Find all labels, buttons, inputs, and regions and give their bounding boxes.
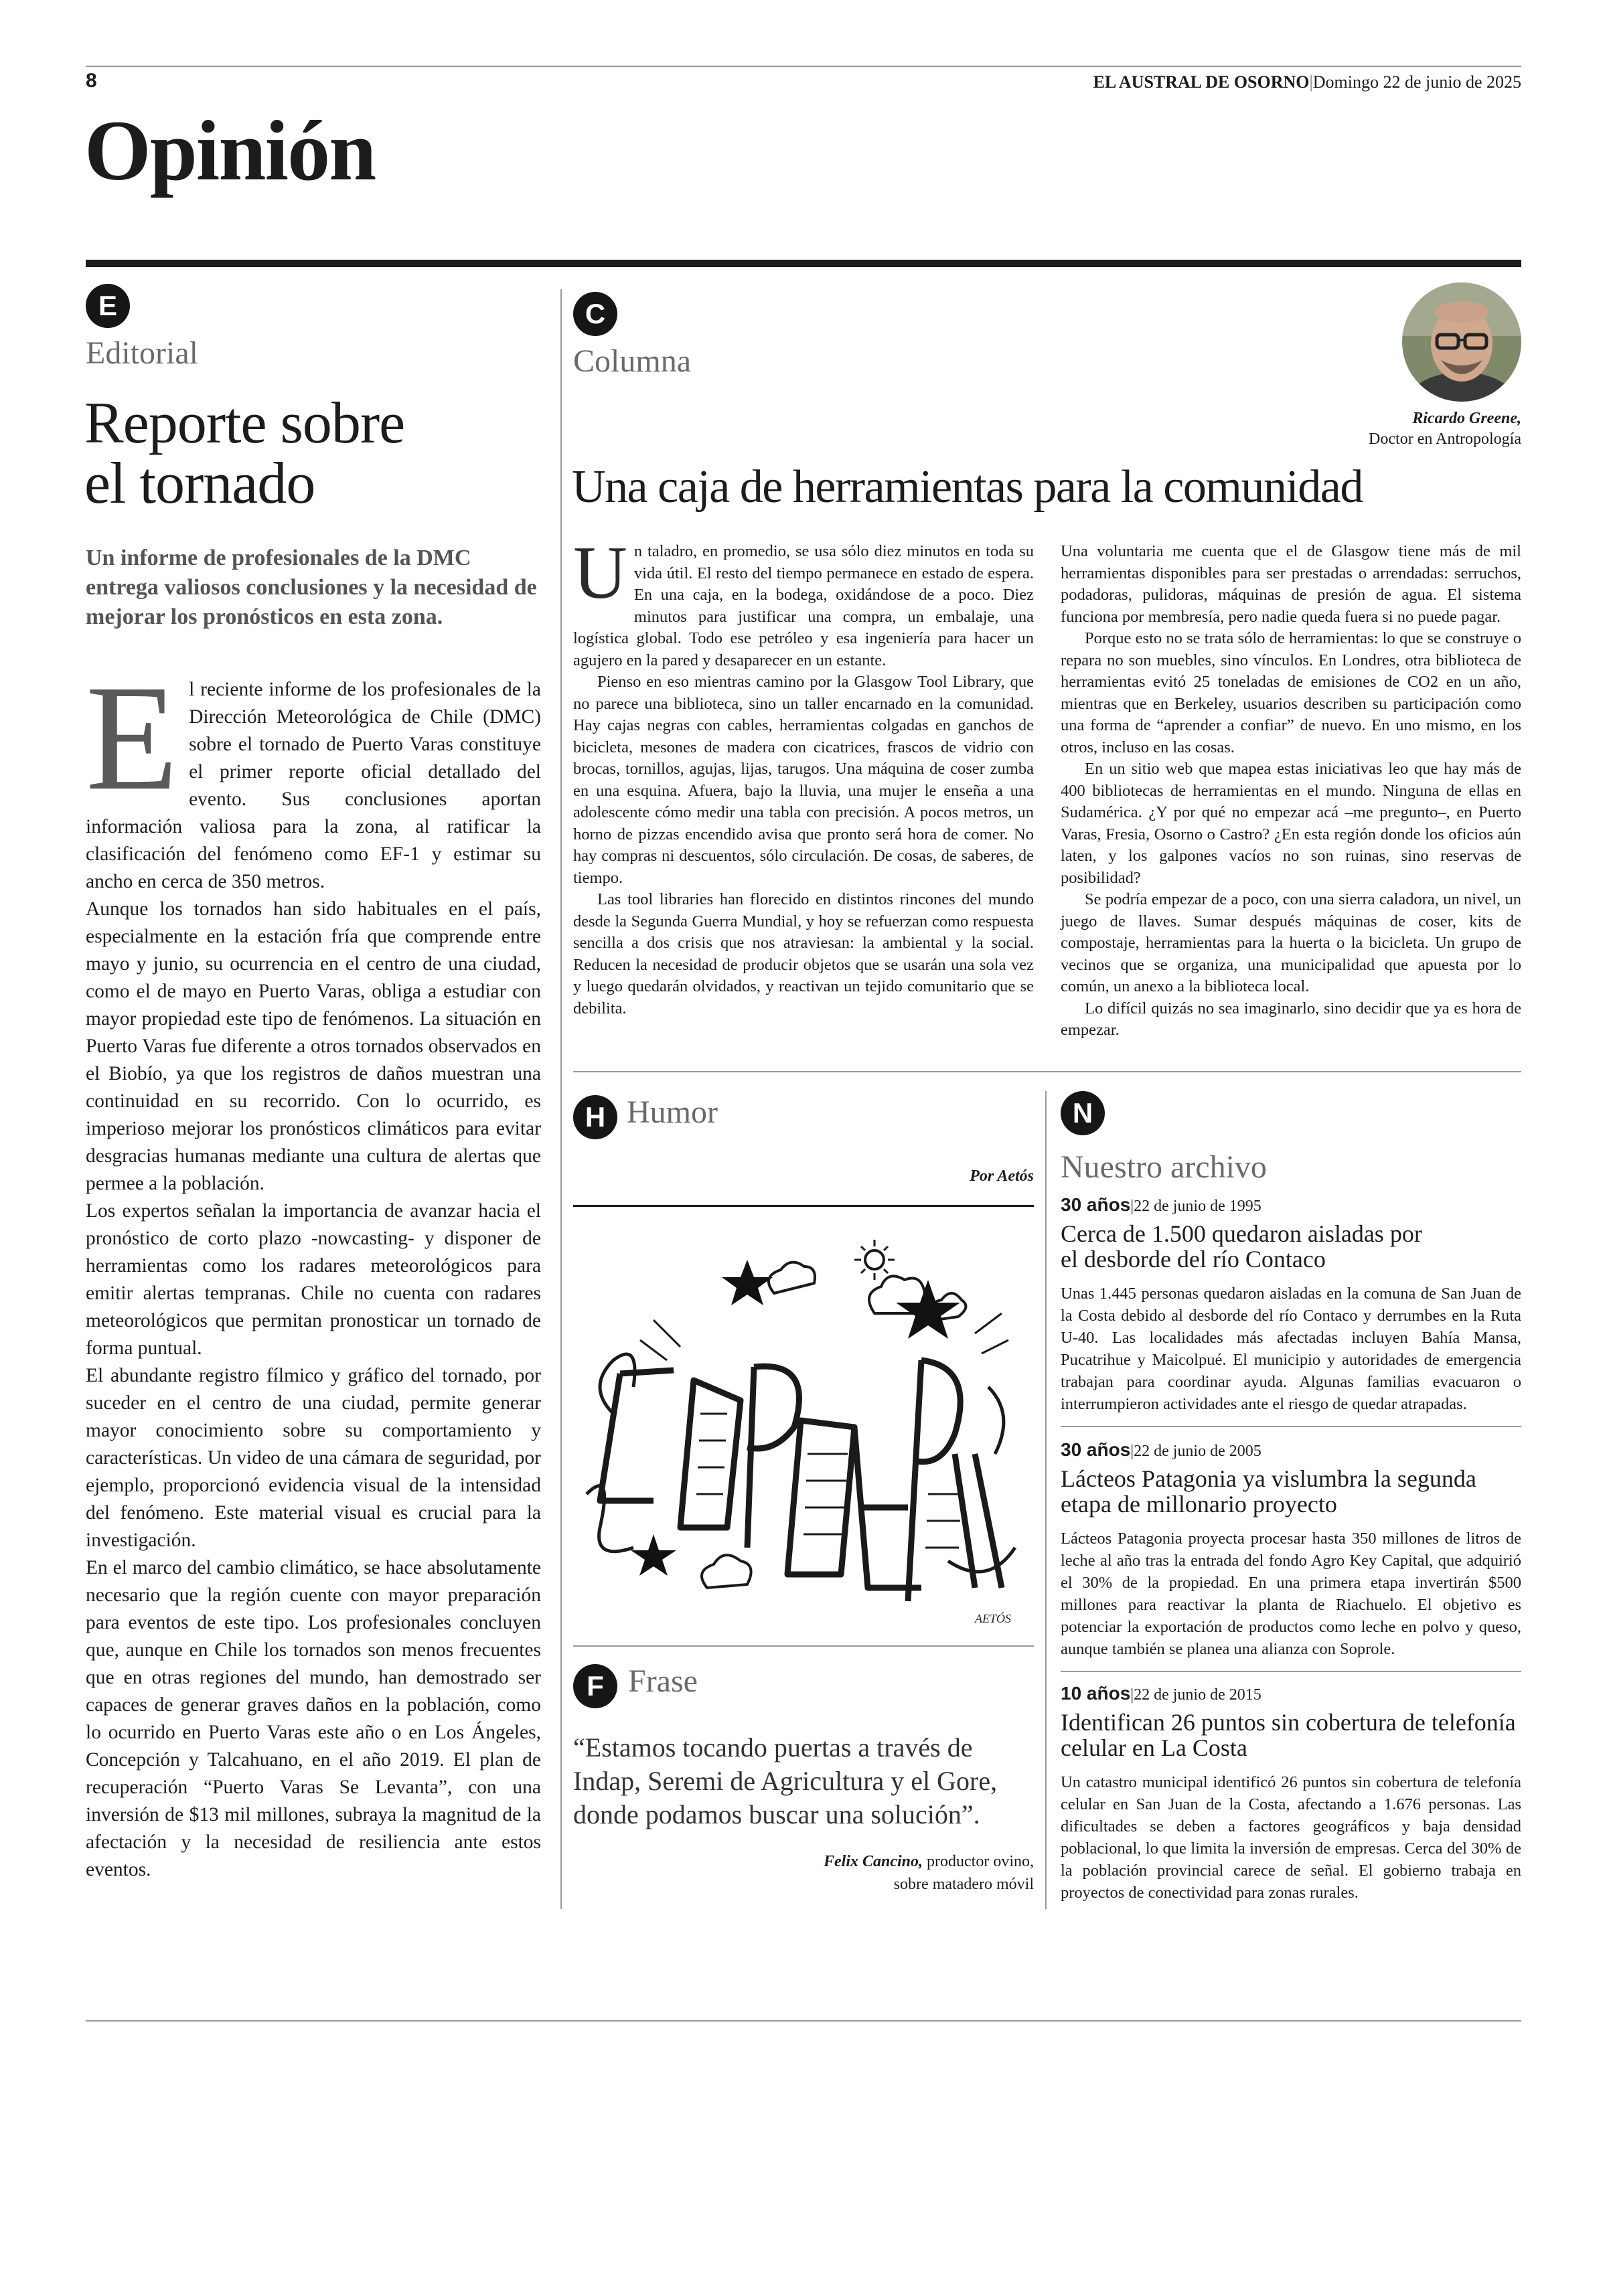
section-rule bbox=[86, 260, 1521, 267]
archivo-headline: Identifican 26 puntos sin cobertura de telefonía celular en La Costa bbox=[1061, 1709, 1516, 1761]
frase-author-name: Felix Cancino, bbox=[823, 1853, 923, 1870]
editorial-title-line1: Reporte sobre bbox=[84, 391, 405, 456]
column-badge: C bbox=[573, 292, 617, 336]
footer-rule bbox=[86, 2020, 1521, 2022]
top-rule bbox=[86, 66, 1521, 67]
column-title: Una caja de herramientas para la comunidad bbox=[572, 461, 1363, 513]
column-divider-left bbox=[560, 289, 562, 1909]
masthead-info bbox=[1093, 72, 1521, 92]
author-title: Doctor en Antropología bbox=[1369, 430, 1521, 448]
author-portrait-icon bbox=[1402, 282, 1521, 402]
archivo-headline: Lácteos Patagonia ya vislumbra la segunda etapa de millonario proyecto bbox=[1061, 1465, 1476, 1518]
archivo-label: Nuestro archivo bbox=[1061, 1149, 1267, 1185]
column-paragraph: Una voluntaria me cuenta que el de Glasgow tiene más de mil herramientas disponibles para ser prestadas o arrendadas: serruchos, podadoras, pulidoras, máquinas de presión de agua. El sistema funciona por membresía, pero nadie queda fuera si no puede pagar. bbox=[1061, 542, 1521, 626]
editorial-title-line2: el tornado bbox=[84, 451, 315, 516]
archivo-item bbox=[1061, 1683, 1521, 1904]
separator: | bbox=[1309, 72, 1313, 92]
column-dropcap: U bbox=[573, 531, 627, 614]
archivo-text: Lácteos Patagonia proyecta procesar hasta 350 millones de litros de leche al año tras la entrada del fondo Agro Key Capital, que adquirió el 30% de la propiedad. En una primera etapa invertirán $500 millones para reactivar la planta de Riachuelo. El objetivo es potenciar la exportación de productos como leche en polvo y queso, aunque también se planea una alianza con Soprole. bbox=[1061, 1530, 1521, 1658]
column-bottom-rule bbox=[573, 1071, 1521, 1072]
archivo-years: 30 años bbox=[1061, 1194, 1131, 1215]
archivo-divider bbox=[1061, 1671, 1521, 1672]
archivo-text: Un catastro municipal identificó 26 puntos sin cobertura de telefonía celular en San Juan de la Costa, afectando a 1.676 personas. Las dificultades se deben a factores geográficos y baja densidad poblacional, lo que limita la inversión de empresas. Cerca del 30% de la población provincial carece de señal. El gobierno trabaja en proyectos de conectividad para zonas rurales. bbox=[1061, 1773, 1521, 1902]
archivo-item bbox=[1061, 1439, 1521, 1660]
editorial-badge: E bbox=[86, 284, 130, 328]
column-paragraph: Las tool libraries han florecido en distintos rincones del mundo desde la Segunda Guerra Mundial, y hoy se refuerzan como respuesta sencilla a dos crisis que nos atraviesan: la ambiental y la social. Reducen la necesidad de producir objetos que se usarán una sola vez y luego quedarán olvidados, y reactivan un tejido comunitario que se debilita. bbox=[573, 890, 1034, 1017]
page-number: 8 bbox=[86, 70, 97, 92]
humor-rule bbox=[573, 1205, 1034, 1207]
archivo-date: |22 de junio de 2005 bbox=[1130, 1443, 1261, 1460]
cartoon-illustration bbox=[573, 1213, 1034, 1635]
column-paragraph: Se podría empezar de a poco, con una sierra caladora, un nivel, un juego de llaves. Sumar después máquinas de coser, kits de compostaje, herramientas para la huerta o la bicicleta. Un grupo de vecinos que se organiza, una municipalidad que apuesta por lo común, un anexo a la biblioteca local. bbox=[1061, 890, 1521, 995]
author-name: Ricardo Greene, bbox=[1412, 410, 1521, 427]
editorial-paragraph: En el marco del cambio climático, se hace absolutamente necesario que la región cuente con mayor preparación para eventos de este tipo. Los profesionales concluyen que, aunque en Chile los tornados son menos frecuentes que en otras regiones del mundo, han demostrado ser capaces de generar graves daños en la población, como lo ocurrido en Puerto Varas este año o en Los Ángeles, Concepción y Talcahuano, en el año 2019. El plan de recuperación “Puerto Varas Se Levanta”, con una inversión de $13 mil millones, subraya la magnitud de la afectación y la necesidad de resiliencia ante estos eventos. bbox=[86, 1557, 541, 1880]
humor-byline: Por Aetós bbox=[970, 1167, 1034, 1185]
author-photo bbox=[1402, 282, 1521, 402]
column-body-left bbox=[573, 531, 1034, 1019]
editorial-paragraph: Los expertos señalan la importancia de avanzar hacia el pronóstico de corto plazo -nowcasting- y disponer de herramientas como los radares meteorológicos para emitir alertas tempranas. Chile no cuenta con radares meteorológicos que permitan pronosticar un tornado de forma puntual. bbox=[86, 1200, 541, 1359]
column-paragraph: n taladro, en promedio, se usa sólo diez minutos en toda su vida útil. El resto del tiempo permanece en estado de espera. En una caja, en la bodega, oxidándose de a poco. Diez minutos para justificar una compra, un embalaje, una logística global. Todo ese petróleo y esa ingeniería para hacer un agujero en la pared y desaparecer en un estante. bbox=[573, 542, 1034, 669]
frase-badge: F bbox=[573, 1664, 617, 1708]
frase-attribution bbox=[824, 1850, 1034, 1896]
humor-bottom-rule bbox=[573, 1645, 1034, 1647]
archivo-years: 30 años bbox=[1061, 1439, 1131, 1460]
editorial-paragraph: Aunque los tornados han sido habituales en el país, especialmente en la estación fría que comprende entre mayo y junio, su ocurrencia en el centro de una ciudad, como el de mayo en Puerto Varas, obliga a estudiar con mayor propiedad este tipo de fenómenos. La situación en Puerto Varas fue diferente a otros tornados observados en el Biobío, ya que los registros de daños muestran una continuidad en su recorrido. Con lo ocurrido, es imperioso mejorar los pronósticos climáticos para evitar desgracias humanas mediante una cultura de alertas que permee a la población. bbox=[86, 898, 541, 1194]
column-divider-right bbox=[1045, 1091, 1047, 1909]
column-paragraph: Lo difícil quizás no sea imaginarlo, sino decidir que ya es hora de empezar. bbox=[1061, 999, 1521, 1039]
editorial-title bbox=[84, 391, 405, 516]
frase-quote: “Estamos tocando puertas a través de Indap, Seremi de Agricultura y el Gore, donde podamos buscar una solución”. bbox=[573, 1732, 998, 1829]
archivo-date: |22 de junio de 2015 bbox=[1130, 1686, 1261, 1704]
column-paragraph: Porque esto no se trata sólo de herramientas: lo que se construye o repara no son muebles, sino vínculos. En Londres, otra biblioteca de herramientas evitó 25 toneladas de emisiones de CO2 en un año, mientras que en Berkeley, usuarios describen su participación como una forma de “aprender a confiar” de nuevo. En uno mismo, en los otros, incluso en las cosas. bbox=[1061, 629, 1521, 756]
editorial-lead: Un informe de profesionales de la DMC entrega valiosos conclusiones y la necesidad de mejorar los pronósticos en esta zona. bbox=[86, 546, 537, 629]
humor-badge: H bbox=[573, 1095, 617, 1139]
newspaper-name: EL AUSTRAL DE OSORNO bbox=[1093, 72, 1310, 92]
column-body-right bbox=[1061, 541, 1521, 1042]
editorial-body bbox=[86, 654, 541, 1884]
archivo-badge: N bbox=[1061, 1091, 1105, 1135]
editorial-paragraph: l reciente informe de los profesionales de la Dirección Meteorológica de Chile (DMC) sobre el tornado de Puerto Varas constituye el primer reporte oficial detallado del evento. Sus conclusiones aportan información valiosa para la zona, al ratificar la clasificación del fenómeno como EF-1 y estimar su ancho en cerca de 350 metros. bbox=[86, 679, 541, 892]
archivo-headline: Cerca de 1.500 quedaron aisladas por el desborde del río Contaco bbox=[1061, 1220, 1422, 1273]
archivo-years: 10 años bbox=[1061, 1683, 1131, 1704]
humor-label: Humor bbox=[627, 1094, 718, 1130]
column-paragraph: En un sitio web que mapea estas iniciativas leo que hay más de 400 bibliotecas de herramientas en el mundo. Ninguna de ellas en Sudamérica. ¿Y por qué no empezar acá –me pregunto–, en Puerto Varas, Fresia, Osorno o Castro? ¿En esta región donde los oficios aún laten, y los galpones vacíos no son ruinas, sino reservas de posibilidad? bbox=[1061, 760, 1521, 887]
archivo-item bbox=[1061, 1194, 1521, 1415]
editorial-dropcap: E bbox=[86, 654, 179, 821]
section-title: Opinión bbox=[84, 103, 376, 198]
column-label: Columna bbox=[573, 343, 691, 379]
archivo-text: Unas 1.445 personas quedaron aisladas en la comuna de San Juan de la Costa debido al desborde del río Contaco y derrumbes en la Ruta U-40. Las localidades más afectadas incluyen Bahía Mansa, Pucatrihue y Maicolpué. El municipio y autoridades de emergencia trabajan para coordinar ayuda. Algunas familias evacuaron o interrumpieron actividades ante el riesgo de quedar atrapadas. bbox=[1061, 1285, 1521, 1413]
frase-label: Frase bbox=[628, 1663, 698, 1699]
archivo-divider bbox=[1061, 1426, 1521, 1427]
frase-author-context: sobre matadero móvil bbox=[893, 1876, 1034, 1893]
archivo-date: |22 de junio de 1995 bbox=[1130, 1198, 1261, 1215]
editorial-paragraph: El abundante registro fílmico y gráfico del tornado, por suceder en el centro de una ciudad, permite generar mayor conocimiento sobre su comportamiento y características. Un video de una cámara de seguridad, por ejemplo, proporcionó evidencia visual de la intensidad del fenómeno. Este material visual es crucial para la investigación. bbox=[86, 1365, 541, 1551]
cartoon-signature: AETÓS bbox=[975, 1612, 1011, 1625]
frase-author-desc: productor ovino, bbox=[923, 1853, 1034, 1870]
editorial-label: Editorial bbox=[86, 335, 198, 371]
column-paragraph: Pienso en eso mientras camino por la Glasgow Tool Library, que no parece una biblioteca, sino un taller encarnado en la comunidad. Hay cajas negras con cables, herramientas colgadas en ganchos de bicicleta, mesones de madera con cicatrices, frascos de vidrio con brocas, tornillos, agujas, lijas, tarugos. Una máquina de coser zumba en una esquina. Afuera, bajo la lluvia, una mujer le enseña a una adolescente cómo medir una tabla con precisión. A pocos metros, un horno de pizzas encendido avisa que pronto será hora de comer. No hay compras ni descuentos, sólo circulación. De cosas, de saberes, de tiempo. bbox=[573, 673, 1034, 887]
cartoon bbox=[573, 1213, 1034, 1635]
issue-date: Domingo 22 de junio de 2025 bbox=[1312, 72, 1521, 92]
